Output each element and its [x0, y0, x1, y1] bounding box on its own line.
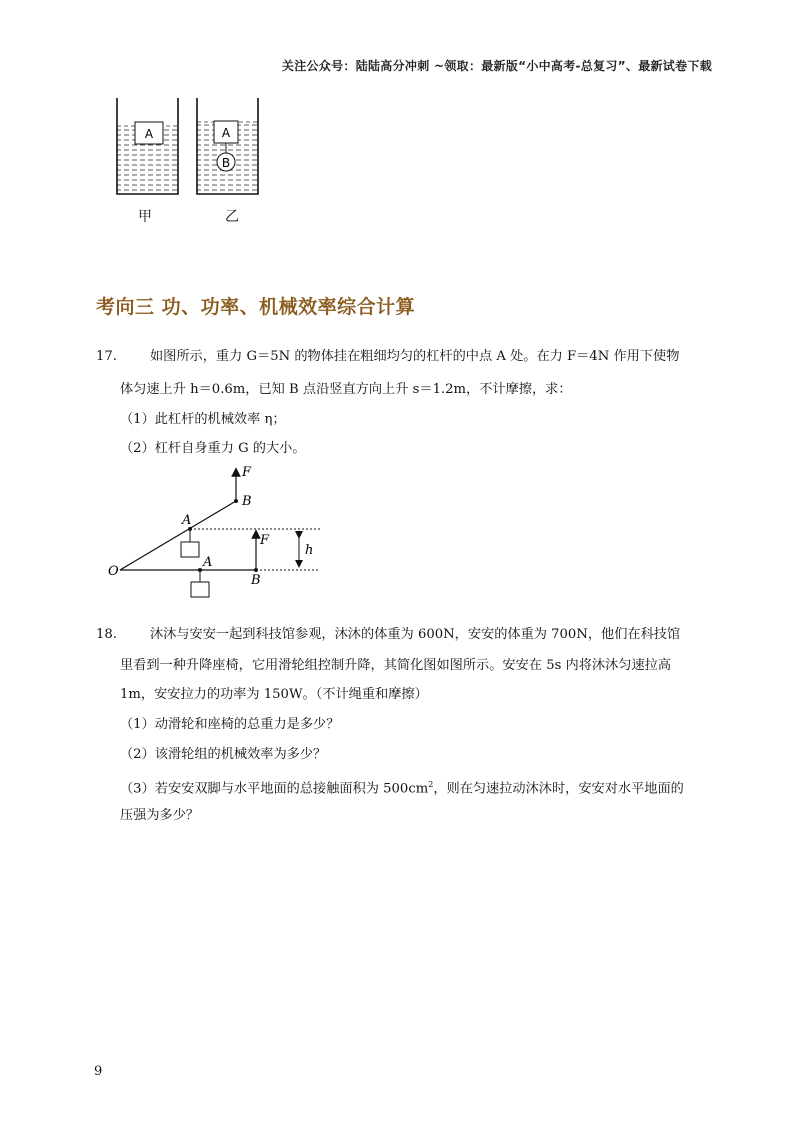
q18-sub3-c: 压强为多少？ [120, 808, 200, 823]
block-a-label: A [144, 127, 154, 141]
label-b-bottom: B [251, 573, 261, 588]
q18-sub2: （2）该滑轮组的机械效率为多少？ [120, 747, 327, 762]
label-f-mid: F [260, 533, 270, 548]
beaker-figure [100, 98, 270, 228]
label-b-top: B [242, 494, 252, 509]
beaker-yi [197, 98, 258, 194]
q18-line2: 里看到一种升降座椅，它用滑轮组控制升降，其简化图如图所示。安安在 5s 内将沐沐匀速拉高 [120, 658, 672, 673]
q17-line1: 如图所示，重力 G＝5N 的物体挂在粗细均匀的杠杆的中点 A 处。在力 F＝4N 作用下使物 [150, 349, 680, 364]
q18-sub3-sup: 2 [428, 780, 434, 789]
beaker-jia [117, 98, 178, 194]
lever-figure [108, 460, 328, 600]
page-header: 关注公众号：陆陆高分冲刺 ~领取：最新版“小中高考-总复习”、最新试卷下载 [281, 59, 712, 73]
q18-line3: 1m，安安拉力的功率为 150W。（不计绳重和摩擦） [120, 687, 428, 702]
q17-sub2: （2）杠杆自身重力 G 的大小。 [120, 441, 306, 456]
page-number: 9 [94, 1064, 103, 1079]
block-a2-label: A [221, 126, 231, 140]
q17-sub1: （1）此杠杆的机械效率 η； [120, 412, 286, 427]
label-yi: 乙 [225, 209, 239, 225]
q17-line2: 体匀速上升 h＝0.6m，已知 B 点沿竖直方向上升 s＝1.2m，不计摩擦，求： [120, 382, 572, 397]
ball-b-label: B [221, 156, 231, 170]
label-jia: 甲 [138, 209, 152, 225]
label-f-top: F [242, 465, 252, 480]
label-o: O [108, 564, 119, 579]
q18-sub3-b: ，则在匀速拉动沐沐时，安安对水平地面的 [433, 781, 684, 797]
section-title: 考向三 功、功率、机械效率综合计算 [96, 296, 416, 318]
label-h: h [305, 543, 314, 558]
q18-sub3 [120, 775, 684, 799]
q17-number: 17. [96, 349, 117, 364]
q18-sub1: （1）动滑轮和座椅的总重力是多少？ [120, 717, 340, 732]
q18-line1: 沐沐与安安一起到科技馆参观，沐沐的体重为 600N，安安的体重为 700N，他们在科技馆 [150, 627, 681, 642]
label-a-bottom: A [203, 555, 213, 570]
q18-number: 18. [96, 627, 117, 642]
q18-sub3-a: （3）若安安双脚与水平地面的总接触面积为 500cm [120, 781, 429, 797]
label-a-top: A [182, 513, 192, 528]
